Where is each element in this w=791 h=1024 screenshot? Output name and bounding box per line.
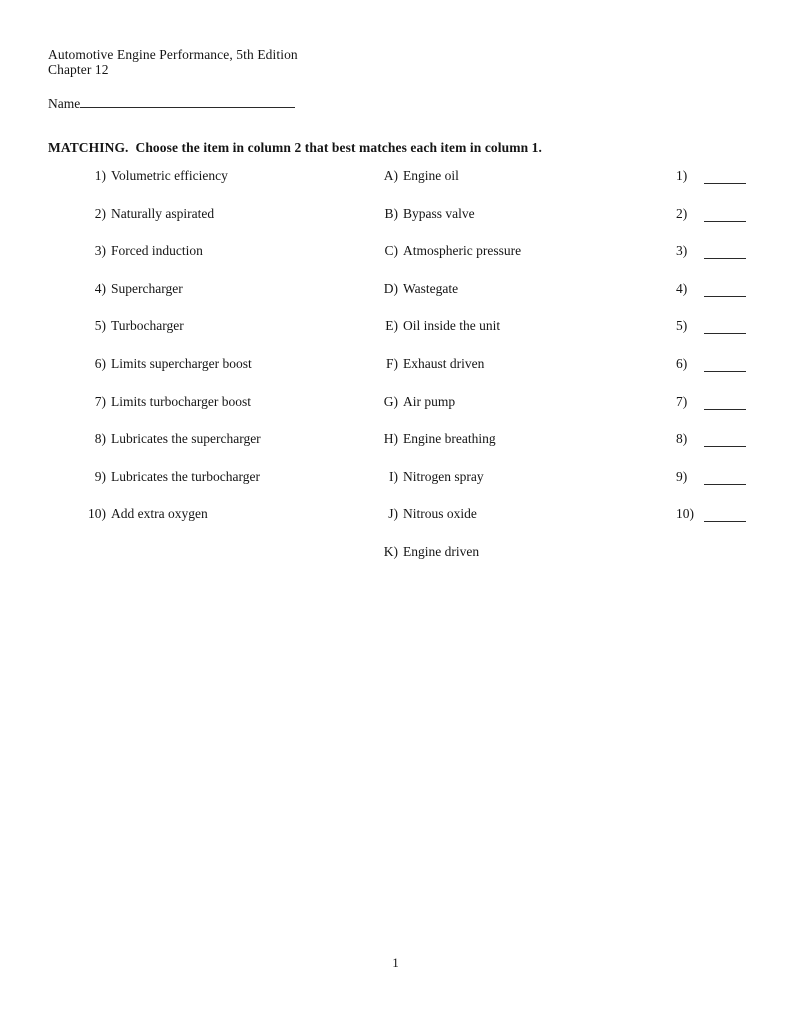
column1-item: Limits supercharger boost bbox=[111, 355, 252, 371]
answer-blank bbox=[704, 506, 746, 522]
column1-item: Lubricates the supercharger bbox=[111, 431, 261, 447]
column1-item: Limits turbocharger boost bbox=[111, 393, 251, 409]
answer-blank bbox=[704, 356, 746, 372]
answer-number: 7) bbox=[676, 393, 688, 409]
answer-blank bbox=[704, 394, 746, 410]
answer-number: 6) bbox=[676, 355, 688, 371]
answer-number: 4) bbox=[676, 280, 688, 296]
name-row bbox=[48, 93, 745, 113]
column1-item: Supercharger bbox=[111, 280, 183, 296]
answer-blank-cell bbox=[704, 168, 750, 206]
answer-blank bbox=[704, 318, 746, 334]
column1-item: Naturally aspirated bbox=[111, 205, 215, 221]
answer-blank-cell bbox=[704, 356, 750, 394]
answer-number: 10) bbox=[676, 506, 694, 522]
answer-number: 3) bbox=[676, 243, 688, 259]
column2-item: Atmospheric pressure bbox=[403, 243, 522, 259]
doc-chapter: Chapter 12 bbox=[48, 62, 109, 77]
answer-blank-cell bbox=[704, 469, 750, 507]
column2-item: Engine oil bbox=[403, 168, 459, 183]
column1-item: Lubricates the turbocharger bbox=[111, 468, 260, 484]
column2-letter: I) bbox=[389, 468, 398, 484]
column2-letter: D) bbox=[383, 280, 398, 296]
column1-item: Turbocharger bbox=[111, 318, 184, 334]
matching-instructions: MATCHING. Choose the item in column 2 that best matches each item in column 1. bbox=[48, 140, 542, 155]
column1-item bbox=[106, 544, 346, 582]
answer-blank-cell bbox=[704, 544, 750, 582]
column1-number bbox=[48, 544, 106, 582]
page-number: 1 bbox=[392, 955, 399, 970]
column1-number: 6) bbox=[94, 355, 106, 371]
answer-blank bbox=[704, 243, 746, 259]
matching-table bbox=[48, 168, 745, 582]
answer-number: 2) bbox=[676, 205, 688, 221]
column2-letter: E) bbox=[385, 318, 398, 334]
answer-blank bbox=[704, 281, 746, 297]
column2-letter: G) bbox=[383, 393, 398, 409]
column1-number: 9) bbox=[94, 468, 106, 484]
column2-letter: J) bbox=[388, 506, 398, 522]
answer-blank-cell bbox=[704, 431, 750, 469]
answer-number: 1) bbox=[676, 168, 688, 183]
column2-letter: K) bbox=[383, 543, 398, 559]
answer-number: 9) bbox=[676, 468, 688, 484]
column1-number: 10) bbox=[88, 506, 106, 522]
column2-letter: H) bbox=[383, 431, 398, 447]
column2-item: Engine driven bbox=[403, 543, 480, 559]
column2-item: Exhaust driven bbox=[403, 355, 485, 371]
answer-blank bbox=[704, 431, 746, 447]
answer-number bbox=[674, 544, 704, 582]
column2-item: Nitrous oxide bbox=[403, 506, 477, 522]
name-label: Name bbox=[48, 96, 81, 111]
column2-letter: B) bbox=[384, 205, 398, 221]
column1-number: 3) bbox=[94, 243, 106, 259]
answer-blank-cell bbox=[704, 281, 750, 319]
column2-item: Wastegate bbox=[403, 280, 459, 296]
column2-item: Nitrogen spray bbox=[403, 468, 484, 484]
answer-blank bbox=[704, 469, 746, 485]
answer-number: 5) bbox=[676, 318, 688, 334]
column2-item: Oil inside the unit bbox=[403, 318, 501, 334]
column1-item: Volumetric efficiency bbox=[111, 168, 228, 183]
column2-letter: F) bbox=[385, 355, 398, 371]
column2-letter: C) bbox=[384, 243, 398, 259]
name-blank bbox=[80, 93, 295, 108]
column2-item: Bypass valve bbox=[403, 205, 475, 221]
column2-item: Engine breathing bbox=[403, 431, 496, 447]
column1-number: 4) bbox=[94, 280, 106, 296]
column2-item: Air pump bbox=[403, 393, 456, 409]
answer-blank-cell bbox=[704, 506, 750, 544]
answer-blank-cell bbox=[704, 206, 750, 244]
column1-number: 7) bbox=[94, 393, 106, 409]
answer-blank bbox=[704, 168, 746, 184]
column1-number: 2) bbox=[94, 205, 106, 221]
document-header bbox=[48, 47, 745, 77]
answer-blank-cell bbox=[704, 394, 750, 432]
answer-blank-cell bbox=[704, 318, 750, 356]
answer-blank bbox=[704, 206, 746, 222]
column1-item: Forced induction bbox=[111, 243, 203, 259]
column1-number: 8) bbox=[94, 431, 106, 447]
answer-blank-cell bbox=[704, 243, 750, 281]
column2-letter: A) bbox=[383, 168, 398, 183]
doc-title: Automotive Engine Performance, 5th Edition bbox=[48, 47, 298, 62]
column1-item: Add extra oxygen bbox=[111, 506, 208, 522]
column1-number: 5) bbox=[94, 318, 106, 334]
answer-number: 8) bbox=[676, 431, 688, 447]
column1-number: 1) bbox=[94, 168, 106, 183]
